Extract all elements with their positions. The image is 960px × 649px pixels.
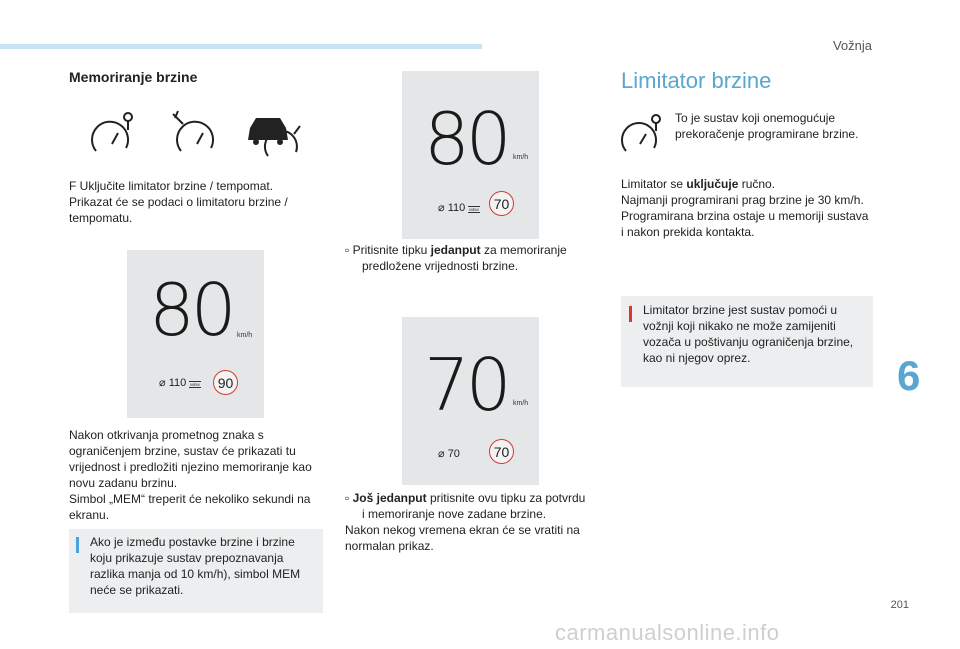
header-bar bbox=[0, 44, 482, 49]
limiter-icon bbox=[620, 112, 664, 156]
speed-sign: 70 bbox=[489, 439, 514, 464]
speed-value: 70 bbox=[424, 343, 508, 427]
speed-value: 80 bbox=[424, 97, 508, 181]
display-screen-2 bbox=[402, 71, 539, 239]
mem-symbol: MEM bbox=[469, 207, 479, 212]
adaptive-cruise-icon bbox=[248, 118, 300, 156]
warning-icon bbox=[629, 306, 632, 322]
section-title: Vožnja bbox=[832, 38, 872, 53]
limiter-small-icon: ⌀ bbox=[438, 202, 445, 214]
display-screen-1 bbox=[127, 250, 264, 418]
memorize-speed-heading: Memoriranje brzine bbox=[69, 69, 198, 85]
limiter-small-icon: ⌀ bbox=[159, 377, 166, 389]
info-note: Ako je između postavke brzine i brzine koju prikazuje sustav prepoznavanja razlika manja od 10 km/h), simbol MEM neće se prikazati. bbox=[69, 529, 323, 613]
bullet-icon: ▫ bbox=[345, 243, 353, 257]
step-enable: F Uključite limitator brzine / tempomat. Prikazat će se podaci o limitatoru brzine / tempomatu. bbox=[69, 179, 288, 225]
speed-unit: km/h bbox=[237, 332, 253, 339]
step-press-once: ▫ Pritisnite tipku jedanput za memoriranje predložene vrijednosti brzine. bbox=[345, 243, 567, 273]
display-screen-3 bbox=[402, 317, 539, 485]
limit-readout: ⌀ 110 MEM bbox=[438, 202, 479, 214]
step-press-again: ▫ Još jedanput pritisnite ovu tipku za potvrdu i memoriranje nove zadane brzine. Nakon nekog vremena ekran će se vratiti na normalan prikaz. bbox=[345, 491, 586, 553]
detection-paragraph: Nakon otkrivanja prometnog znaka s ograničenjem brzine, sustav će prikazati tu vrijednost i predložiti njezino memoriranje kao novu zadanu brzinu. Simbol „MEM“ treperit će nekoliko sekundi na ekranu. bbox=[69, 428, 312, 522]
speed-value: 80 bbox=[149, 268, 233, 352]
bullet-icon: ▫ bbox=[345, 491, 353, 505]
info-icon bbox=[76, 537, 79, 553]
mem-symbol: MEM bbox=[190, 382, 200, 387]
limiter-small-icon: ⌀ bbox=[438, 448, 445, 460]
speed-icons-row bbox=[88, 108, 310, 164]
cruise-control-icon bbox=[173, 111, 213, 151]
page-number: 201 bbox=[890, 599, 909, 611]
speed-sign: 90 bbox=[213, 370, 238, 395]
chapter-number: 6 bbox=[897, 352, 921, 399]
limit-readout: ⌀ 110 MEM bbox=[159, 377, 200, 389]
warning-note: Limitator brzine jest sustav pomoći u vožnji koji nikako ne može zamijeniti vozača u poštivanju ograničenja brzine, kao ni njegov oprez. bbox=[621, 296, 873, 387]
speed-unit: km/h bbox=[513, 400, 529, 407]
speed-sign: 70 bbox=[489, 191, 514, 216]
limit-readout: ⌀ 70 bbox=[438, 448, 460, 460]
speed-unit: km/h bbox=[513, 154, 529, 161]
limiter-icon bbox=[92, 113, 132, 151]
watermark: carmanualsonline.info bbox=[555, 620, 780, 645]
limiter-intro: To je sustav koji onemogućuje prekoračenje programirane brzine. bbox=[675, 111, 859, 141]
limiter-details: Limitator se uključuje ručno. Najmanji programirani prag brzine je 30 km/h. Programirana brzina ostaje u memoriji sustava i nakon prekida kontakta. bbox=[621, 177, 869, 239]
speed-limiter-heading: Limitator brzine bbox=[621, 68, 772, 93]
